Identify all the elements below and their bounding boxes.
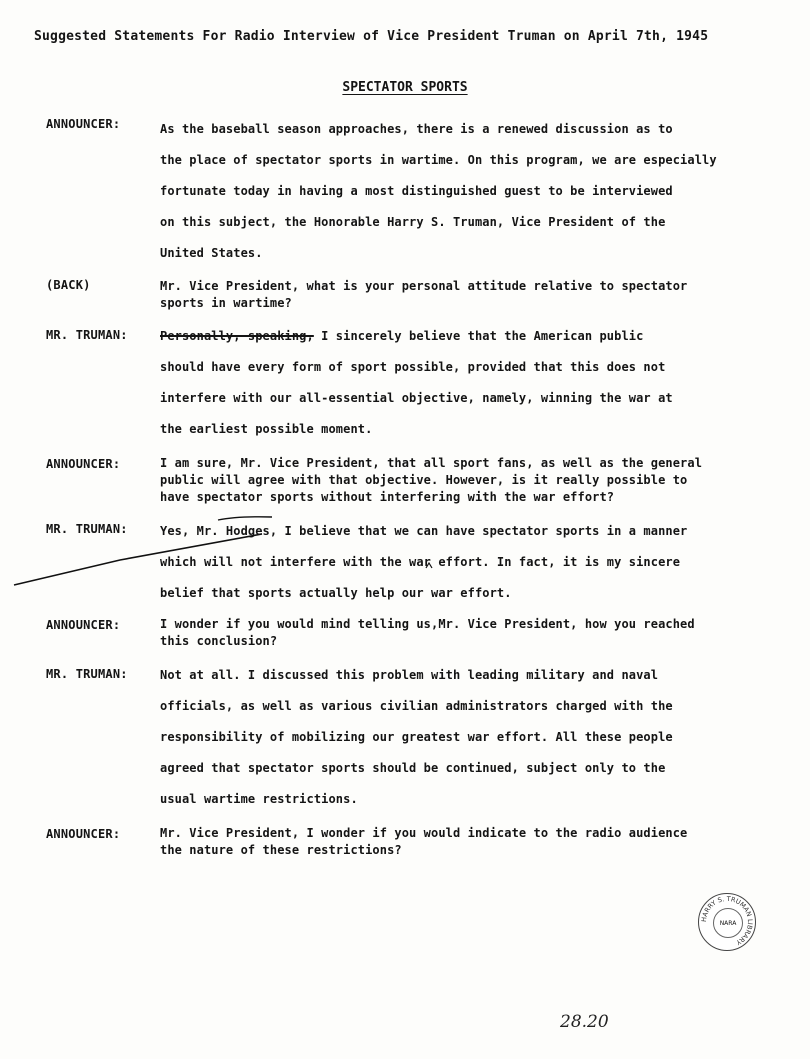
speaker-label: ANNOUNCER:	[46, 827, 121, 841]
text-line: agreed that spectator sports should be continued, subject only to the	[160, 761, 666, 775]
text-line: this conclusion?	[160, 634, 278, 648]
text-line: officials, as well as various civilian administrators charged with the	[160, 699, 673, 713]
struck-text: Personally, speaking,	[160, 329, 314, 343]
speaker-label: MR. TRUMAN:	[46, 667, 128, 681]
text-line: fortunate today in having a most distinguished guest to be interviewed	[160, 184, 673, 198]
text-line: Yes, Mr. Hodges, I believe that we can have spectator sports in a manner	[160, 524, 688, 538]
document-title: Suggested Statements For Radio Interview of Vice President Truman on April 7th, 1945	[34, 29, 709, 44]
text-line: usual wartime restrictions.	[160, 792, 358, 806]
stamp-center: NARA	[713, 908, 743, 938]
text-line: Not at all. I discussed this problem with leading military and naval	[160, 668, 659, 682]
section-heading: SPECTATOR SPORTS	[342, 80, 468, 95]
text-line: I wonder if you would mind telling us,Mr. Vice President, how you reached	[160, 617, 695, 631]
text-line: should have every form of sport possible, provided that this does not	[160, 360, 666, 374]
text-line: As the baseball season approaches, there is a renewed discussion as to	[160, 122, 673, 136]
library-stamp	[698, 893, 756, 951]
text-line: Mr. Vice President, what is your personal attitude relative to spectator	[160, 279, 688, 293]
text-line: the place of spectator sports in wartime. On this program, we are especially	[160, 153, 717, 167]
text-line: I am sure, Mr. Vice President, that all sport fans, as well as the general	[160, 456, 703, 470]
text-line: which will not interfere with the war effort. In fact, it is my sincere	[160, 555, 681, 569]
svg-text:HARRY S. TRUMAN LIBRARY: HARRY S. TRUMAN LIBRARY	[699, 894, 755, 947]
text-line: belief that sports actually help our war effort.	[160, 586, 512, 600]
handwritten-page-number: 28.20	[560, 1012, 609, 1032]
text-line: the earliest possible moment.	[160, 422, 373, 436]
text-line: the nature of these restrictions?	[160, 843, 402, 857]
text-line: on this subject, the Honorable Harry S. Truman, Vice President of the	[160, 215, 666, 229]
text-line: United States.	[160, 246, 263, 260]
text-line: have spectator sports without interfering with the war effort?	[160, 490, 615, 504]
text-line: Mr. Vice President, I wonder if you would indicate to the radio audience	[160, 826, 688, 840]
speaker-label: ANNOUNCER:	[46, 457, 121, 471]
text-line: responsibility of mobilizing our greatest war effort. All these people	[160, 730, 673, 744]
text-line: Personally, speaking, I sincerely believe that the American public	[160, 329, 644, 343]
speaker-label: ANNOUNCER:	[46, 618, 121, 632]
text-line: public will agree with that objective. However, is it really possible to	[160, 473, 688, 487]
speaker-label: MR. TRUMAN:	[46, 522, 128, 536]
text-line: interfere with our all-essential objective, namely, winning the war at	[160, 391, 673, 405]
speaker-label: (BACK)	[46, 278, 91, 292]
text-line: sports in wartime?	[160, 296, 292, 310]
speaker-label: MR. TRUMAN:	[46, 328, 128, 342]
speaker-label: ANNOUNCER:	[46, 117, 121, 131]
